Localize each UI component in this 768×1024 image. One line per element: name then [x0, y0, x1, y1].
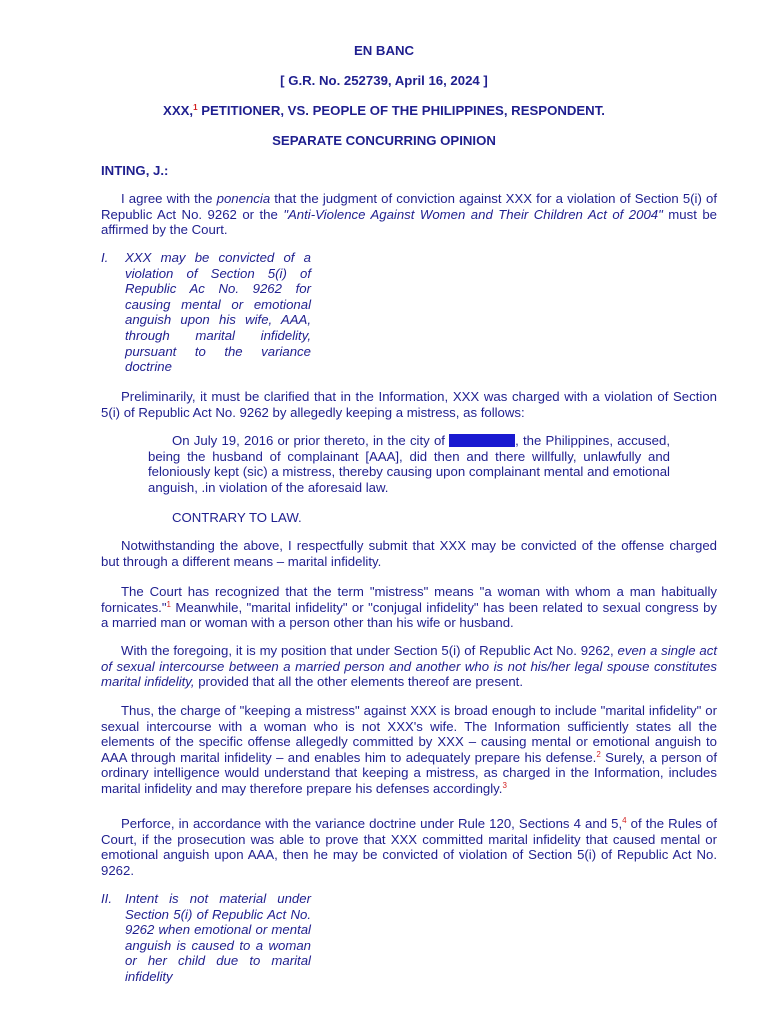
paragraph-4: The Court has recognized that the term "mistress" means "a woman with whom a man habitually fornicates."$^1$ Meanwhile, "marital infidelity" or "conjugal infidelity" has been related to sexual congress by a married man or woman with a person other than his wife or husband.	[101, 584, 717, 631]
paragraph-2: Preliminarily, it must be clarified that in the Information, XXX was charged with a violation of Section 5(i) of Republic Act No. 9262 by allegedly keeping a mistress, as follows:	[101, 389, 717, 420]
court-division: EN BANC	[353, 43, 415, 58]
paragraph-6: Thus, the charge of "keeping a mistress" against XXX is broad enough to include "marital infidelity" or sexual intercourse with a woman who is not XXX's wife. The Information sufficiently states all the elements of the specific offense allegedly committed by XXX – causing mental or emotional anguish to AAA through marital infidelity – and enables him to adequately prepare his defense.$^2$ Surely, a person of ordinary intelligence would understand that keeping a mistress, as charged in the Information, includes marital infidelity and may therefore prepare his defenses accordingly.$^3$	[101, 703, 718, 796]
case-parties: XXX,$^1$ PETITIONER, VS. PEOPLE OF THE PHILIPPINES, RESPONDENT.	[163, 103, 605, 118]
contrary-to-law: CONTRARY TO LAW.	[172, 510, 302, 525]
justice-name: INTING, J.:	[101, 163, 169, 178]
redaction-block	[449, 434, 515, 447]
footnote-ref[interactable]: 1	[193, 103, 198, 112]
paragraph-7: Perforce, in accordance with the variance doctrine under Rule 120, Sections 4 and 5,$^4$ of the Rules of Court, if the prosecution was able to prove that XXX committed marital infidelity that caused mental or emotional anguish upon AAA, then he may be convicted of violation of Section 5(i) of Republic Act No. 9262.	[101, 816, 717, 878]
footnote-ref[interactable]: 3	[502, 780, 507, 790]
footnote-ref[interactable]: 2	[596, 749, 601, 759]
section-heading-2: II. Intent is not material under Section 5(i) of Republic Act No. 9262 when emotional or mental anguish is caused to a woman or her child due to marital infidelity	[101, 891, 311, 984]
paragraph-3: Notwithstanding the above, I respectfully submit that XXX may be convicted of the offense charged but through a different means – marital infidelity.	[101, 538, 717, 569]
case-number: [ G.R. No. 252739, April 16, 2024 ]	[280, 73, 488, 88]
footnote-ref[interactable]: 1	[166, 599, 171, 609]
paragraph-5: With the foregoing, it is my position that under Section 5(i) of Republic Act No. 9262, even a single act of sexual intercourse between a married person and another who is not his/her legal spouse constitutes marital infidelity, provided that all the other elements thereof are present.	[101, 643, 717, 690]
paragraph-1: I agree with the ponencia that the judgment of conviction against XXX for a violation of Section 5(i) of Republic Act No. 9262 or the "Anti-Violence Against Women and Their Children Act of 2004" must be affirmed by the Court.	[101, 191, 717, 238]
footnote-ref[interactable]: 4	[622, 816, 627, 825]
opinion-type: SEPARATE CONCURRING OPINION	[272, 133, 496, 148]
section-heading-1: I. XXX may be convicted of a violation of Section 5(i) of Republic Ac No. 9262 for causing mental or emotional anguish upon his wife, AAA, through marital infidelity, pursuant to the variance doctrine	[101, 250, 311, 375]
block-quote: On July 19, 2016 or prior thereto, in the city of , the Philippines, accused, being the husband of complainant [AAA], did then and there willfully, unlawfully and feloniously kept (sic) a mistress, thereby causing upon complainant mental and emotional anguish, .in violation of the aforesaid law.	[148, 433, 670, 495]
